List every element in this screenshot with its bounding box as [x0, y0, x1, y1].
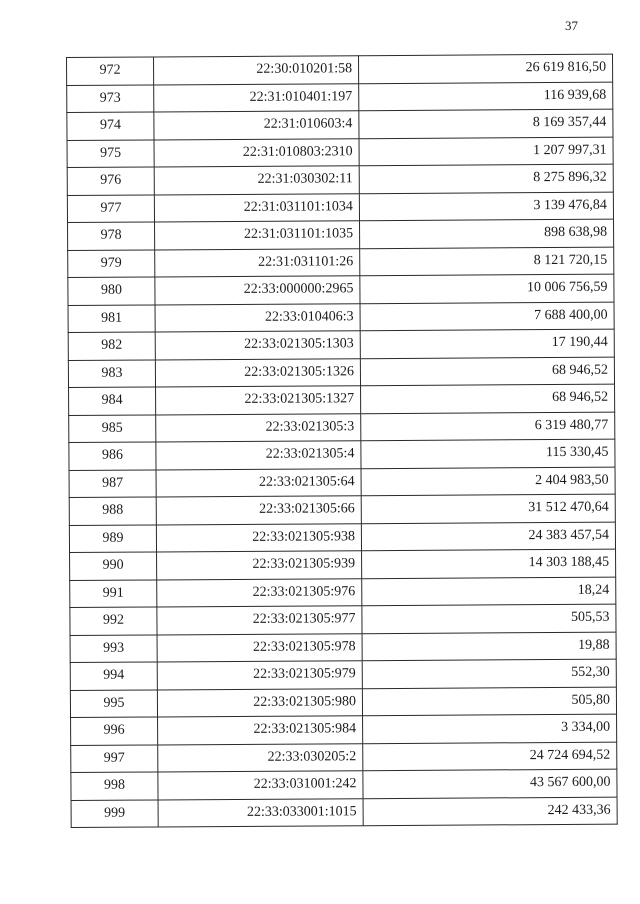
table-row — [69, 467, 615, 498]
row-number-cell: 988 — [69, 497, 156, 525]
table-row — [69, 384, 615, 415]
value-cell: 10 006 756,59 — [360, 274, 614, 303]
cadastral-number-cell: 22:31:031101:1035 — [155, 221, 360, 250]
table-row — [69, 522, 615, 553]
row-number-cell: 991 — [70, 579, 157, 607]
table-row — [67, 109, 613, 140]
row-number-cell: 995 — [70, 689, 157, 717]
table-row — [68, 219, 614, 250]
row-number-cell: 993 — [70, 634, 157, 662]
table-row — [68, 329, 614, 360]
table-row — [67, 54, 613, 85]
value-cell: 43 567 600,00 — [363, 769, 617, 798]
row-number-cell: 990 — [70, 552, 157, 580]
row-number-cell: 992 — [70, 607, 157, 635]
page-number: 37 — [565, 18, 578, 33]
table-row — [71, 797, 617, 828]
row-number-cell: 997 — [71, 744, 158, 772]
row-number-cell: 981 — [68, 304, 155, 332]
value-cell: 3 139 476,84 — [359, 192, 613, 221]
cadastral-number-cell: 22:31:031101:1034 — [154, 193, 359, 222]
value-cell: 68 946,52 — [361, 384, 615, 413]
table-row — [67, 82, 613, 113]
table-row — [70, 549, 616, 580]
value-cell: 2 404 983,50 — [361, 467, 615, 496]
value-cell: 6 319 480,77 — [361, 412, 615, 441]
table-row — [68, 357, 614, 388]
table-row — [70, 604, 616, 635]
table-row — [70, 632, 616, 663]
cadastral-number-cell: 22:33:021305:978 — [157, 633, 362, 662]
value-cell: 68 946,52 — [360, 357, 614, 386]
cadastral-number-cell: 22:33:021305:977 — [157, 606, 362, 635]
row-number-cell: 998 — [71, 772, 158, 800]
row-number-cell: 973 — [67, 84, 154, 112]
value-cell: 7 688 400,00 — [360, 302, 614, 331]
value-cell: 552,30 — [362, 659, 616, 688]
value-cell: 24 383 457,54 — [361, 522, 615, 551]
table-row — [69, 439, 615, 470]
value-cell: 19,88 — [362, 632, 616, 661]
table-row — [68, 274, 614, 305]
value-cell: 17 190,44 — [360, 329, 614, 358]
cadastral-number-cell: 22:33:021305:1326 — [155, 358, 360, 387]
cadastral-number-cell: 22:30:010201:58 — [154, 56, 359, 85]
row-number-cell: 999 — [71, 799, 158, 827]
value-cell: 8 275 896,32 — [359, 164, 613, 193]
row-number-cell: 974 — [67, 112, 154, 140]
table-row — [70, 659, 616, 690]
row-number-cell: 985 — [69, 414, 156, 442]
value-cell: 505,80 — [362, 687, 616, 716]
cadastral-number-cell: 22:33:010406:3 — [155, 303, 360, 332]
cadastral-number-cell: 22:33:021305:984 — [158, 716, 363, 745]
cadastral-number-cell: 22:33:021305:979 — [157, 661, 362, 690]
row-number-cell: 978 — [68, 222, 155, 250]
row-number-cell: 980 — [68, 277, 155, 305]
value-cell: 505,53 — [362, 604, 616, 633]
table-row — [70, 577, 616, 608]
cadastral-number-cell: 22:33:021305:976 — [157, 578, 362, 607]
cadastral-number-cell: 22:31:010401:197 — [154, 83, 359, 112]
data-table-container — [66, 54, 617, 828]
table-row — [69, 412, 615, 443]
table-row — [67, 137, 613, 168]
cadastral-number-cell: 22:33:021305:980 — [157, 688, 362, 717]
table-row — [68, 302, 614, 333]
row-number-cell: 977 — [67, 194, 154, 222]
value-cell: 31 512 470,64 — [361, 494, 615, 523]
table-row — [67, 164, 613, 195]
cadastral-number-cell: 22:33:021305:939 — [157, 551, 362, 580]
cadastral-number-cell: 22:33:021305:1303 — [155, 331, 360, 360]
cadastral-number-cell: 22:33:021305:1327 — [156, 386, 361, 415]
cadastral-number-cell: 22:33:021305:64 — [156, 468, 361, 497]
table-row — [71, 742, 617, 773]
row-number-cell: 983 — [68, 359, 155, 387]
row-number-cell: 984 — [69, 387, 156, 415]
table-row — [71, 769, 617, 800]
cadastral-number-cell: 22:31:031101:26 — [155, 248, 360, 277]
value-cell: 8 121 720,15 — [360, 247, 614, 276]
value-cell: 26 619 816,50 — [358, 54, 612, 83]
value-cell: 8 169 357,44 — [359, 109, 613, 138]
cadastral-number-cell: 22:33:033001:1015 — [158, 798, 363, 827]
row-number-cell: 996 — [71, 717, 158, 745]
value-cell: 14 303 188,45 — [362, 549, 616, 578]
data-table — [66, 54, 618, 828]
cadastral-number-cell: 22:33:031001:242 — [158, 771, 363, 800]
table-row — [71, 714, 617, 745]
table-row — [67, 192, 613, 223]
value-cell: 116 939,68 — [359, 82, 613, 111]
row-number-cell: 975 — [67, 139, 154, 167]
row-number-cell: 972 — [67, 57, 154, 85]
value-cell: 115 330,45 — [361, 439, 615, 468]
cadastral-number-cell: 22:33:030205:2 — [158, 743, 363, 772]
cadastral-number-cell: 22:33:021305:66 — [156, 496, 361, 525]
cadastral-number-cell: 22:33:000000:2965 — [155, 276, 360, 305]
table-row — [68, 247, 614, 278]
value-cell: 1 207 997,31 — [359, 137, 613, 166]
cadastral-number-cell: 22:33:021305:3 — [156, 413, 361, 442]
value-cell: 24 724 694,52 — [363, 742, 617, 771]
cadastral-number-cell: 22:33:021305:938 — [156, 523, 361, 552]
cadastral-number-cell: 22:31:010803:2310 — [154, 138, 359, 167]
row-number-cell: 986 — [69, 442, 156, 470]
table-row — [70, 687, 616, 718]
table-row — [69, 494, 615, 525]
value-cell: 898 638,98 — [360, 219, 614, 248]
row-number-cell: 994 — [70, 662, 157, 690]
row-number-cell: 987 — [69, 469, 156, 497]
value-cell: 3 334,00 — [363, 714, 617, 743]
row-number-cell: 989 — [69, 524, 156, 552]
row-number-cell: 976 — [67, 167, 154, 195]
value-cell: 242 433,36 — [363, 797, 617, 826]
cadastral-number-cell: 22:31:010603:4 — [154, 111, 359, 140]
cadastral-number-cell: 22:31:030302:11 — [154, 166, 359, 195]
row-number-cell: 982 — [68, 332, 155, 360]
table-body — [67, 54, 618, 827]
row-number-cell: 979 — [68, 249, 155, 277]
cadastral-number-cell: 22:33:021305:4 — [156, 441, 361, 470]
value-cell: 18,24 — [362, 577, 616, 606]
